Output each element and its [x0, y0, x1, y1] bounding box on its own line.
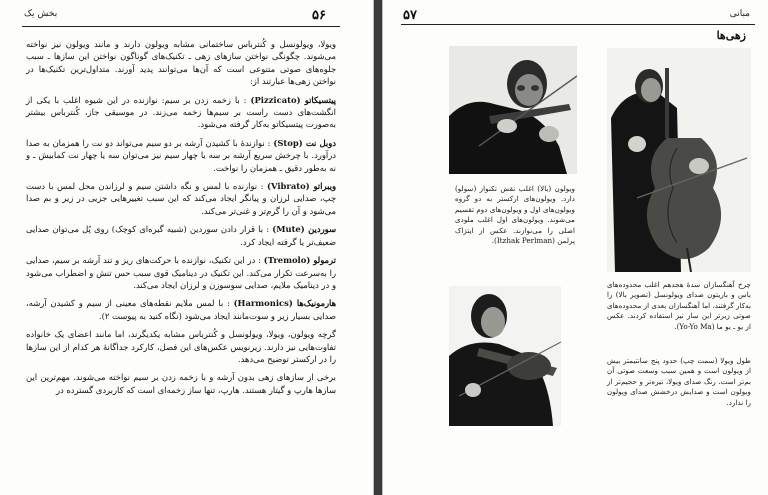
- violist-photo: [449, 286, 561, 426]
- technique-desc: : با زخمه زدن بر سیم: نوازنده در این شیوه اغلب با یکی از انگشت‌های دست راست بر سیم‌ها زخمه می‌زند. در موسیقی جاز، کُنترباس بیشتر به‌صورت پیتسیکاتو به‌کار گرفته می‌شود.: [26, 94, 336, 130]
- page-number-left: ۵۶: [312, 8, 326, 23]
- technique-desc: : نوازنده با لمس و نگه داشتن سیم و لرزاندن محل لمس با دست چپ، صدایی لرزان و پیانگر ایجاد می‌کند که این سبب تغییرهایی جزیی در زیر و بم صدا می‌شود و آن را گرم‌تر و غنی‌تر می‌کند.: [26, 181, 336, 216]
- technique-desc: : با لمس ملایم نقطه‌های معینی از سیم و کشیدن آرشه، صدایی بسیار زیر و سوت‌مانند ایجاد می‌شود (نگاه کنید به پیوست ۲).: [26, 298, 336, 321]
- running-head-right: مبانی: [729, 9, 750, 19]
- technique-term: ترمولو (Tremolo): [263, 255, 336, 266]
- technique-desc: : با قرار دادن سوردین (شبیه گیره‌ای کوچک) روی پُل می‌توان صدایی ضعیف‌تر یا گرفته ایجاد کرد.: [26, 224, 336, 247]
- viola-caption: طول ویولا (سمت چپ) حدود پنج سانتیمتر بیش از ویولون است و همین سبب وسعت صوتی آن بم‌تر است. رنگ صدای ویولا، تیره‌تر و حجیم‌تر از ویولون است و صدایش درخشش صدای ویولون را ندارد.: [607, 356, 751, 407]
- left-page-body: [26, 38, 336, 402]
- technique-desc: : در این تکنیک، نوازنده با حرکت‌های ریز و تند آرشه بر سیم، صدایی را به‌سرعت تکرار می‌کند. این تکنیک در دینامیک قوی سبب حس تنش و اضطراب می‌شود و در دینامیک ملایم، صدایی سوسوزن و لرزان ایجاد می‌کند.: [26, 255, 336, 290]
- technique-desc: : نوازندهٔ با کشیدن آرشه بر دو سیم می‌تواند دو نت را همزمان به صدا درآورد. با چرخش سریع آرشه بر سه یا چهار سیم نیز می‌توان سه یا چهار نت کمابیش ـ و نه به‌طور دقیق ـ همزمان را نواخت.: [26, 137, 336, 173]
- technique-term: سوردین (Mute): [272, 224, 336, 235]
- technique-term: ویبراتو (Vibrato): [267, 181, 336, 192]
- technique-item: [26, 297, 336, 322]
- family-paragraph: گرچه ویولون، ویولا، ویولونسل و کُنترباس مشابه یکدیگرند، اما مانند اعضای یک خانواده تفاوت‌هایی نیز دارند. زیرنویس عکس‌های این فصل، کارکرد جداگانهٔ هر کدام از این سازها را در ارکستر توضیح می‌دهد.: [26, 329, 336, 364]
- technique-term: دوبل نت (Stop): [273, 137, 336, 148]
- technique-item: [26, 137, 336, 174]
- technique-item: [26, 254, 336, 291]
- technique-term: هارمونیک‌ها (Harmonics): [233, 298, 336, 309]
- header-rule-right: [401, 24, 755, 25]
- running-head-left: بخش یک: [24, 9, 58, 19]
- plucked-paragraph: برخی از سازهای زهی بدون آرشه و با زخمه زدن بر سیم نواخته می‌شوند. مهم‌ترین این سازها هارپ و گیتار هستند. هارپ، تنها ساز زخمه‌ای است که کاربردی گسترده در: [26, 372, 336, 395]
- section-title: زهی‌ها: [716, 29, 746, 42]
- book-gutter: [374, 0, 382, 495]
- right-page: [382, 0, 768, 495]
- left-page: [0, 0, 374, 495]
- page-number-right: ۵۷: [403, 8, 417, 23]
- cellist-photo: [607, 48, 751, 272]
- violin-caption: ویولون (بالا) اغلب نقش تکنواز (سولو) دارد. ویولون‌های ارکستر به دو گروه ویولون‌های اول و ویولون‌های دوم تقسیم می‌شوند. ویولون‌های اول اغلب ملودی اصلی را می‌نوازند. عکس از ایتژاک پرلمن (Itzhak Perlman).: [455, 184, 575, 246]
- cello-caption: چرخ آهنگسازان سدهٔ هجدهم اغلب محدوده‌های باس و باریتون صدای ویولونسل (تصویر بالا) را به‌کار گرفتند، اما آهنگسازان بعدی از محدوده‌های صوتی زیرتر این ساز نیز استفاده کردند. عکس از یو ـ یو ما (Yo-Yo Ma).: [607, 280, 751, 331]
- technique-term: پیتسیکاتو (Pizzicato): [250, 94, 336, 105]
- violinist-photo: [449, 46, 577, 174]
- technique-item: [26, 180, 336, 217]
- intro-paragraph: ویولا، ویولونسل و کُنترباس ساختمانی مشابه ویولون دارند و مانند ویولون نیز نواخته می‌شوند. چگونگی نواختن سازهای زهی ـ تکنیک‌های گوناگون نواختن این سازها ـ سبب جلوه‌های صوتی متنوعی است که آن‌ها می‌توانند پدید آورند. متداول‌ترین تکنیک‌ها در نواختن زهی‌ها عبارتند از:: [26, 39, 336, 87]
- technique-item: [26, 223, 336, 248]
- technique-item: [26, 94, 336, 131]
- header-rule-left: [22, 26, 340, 27]
